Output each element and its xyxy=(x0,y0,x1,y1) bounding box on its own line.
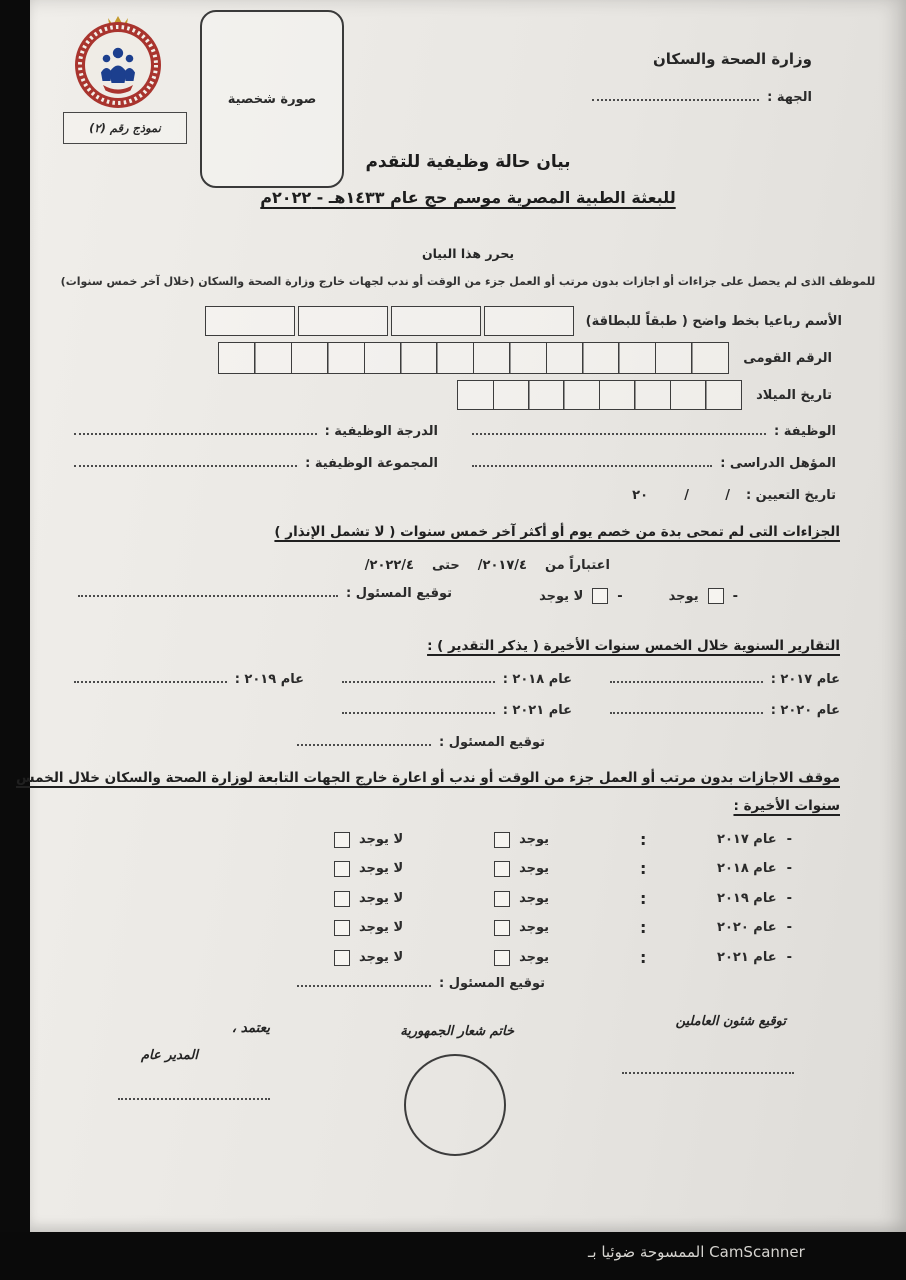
name-part-box xyxy=(298,306,388,336)
penalties-not-exists-option xyxy=(539,588,623,604)
not-exists-checkbox xyxy=(592,588,608,604)
birth-digit-cell xyxy=(528,380,565,410)
report-year-field xyxy=(602,703,840,718)
birth-digit-cell xyxy=(457,380,494,410)
signature-label: توقيع المسئول : xyxy=(439,976,545,991)
colon: : xyxy=(640,859,647,878)
penalties-exists-option xyxy=(669,588,738,604)
id-digit-cell xyxy=(473,342,511,374)
not-exists-label: لا يوجد xyxy=(359,832,404,847)
exists-option xyxy=(494,861,549,877)
leaves-heading-text2: سنوات الأخيرة : xyxy=(733,798,840,814)
dotted-line xyxy=(74,679,227,683)
exists-checkbox xyxy=(708,588,724,604)
exists-option xyxy=(494,891,549,907)
leave-year-row xyxy=(334,948,792,967)
not-exists-label: لا يوجد xyxy=(359,891,404,906)
republic-emblem-stamp-circle xyxy=(404,1054,506,1156)
dotted-line xyxy=(610,679,763,683)
report-year-field xyxy=(66,672,304,687)
not-exists-checkbox xyxy=(334,920,350,936)
id-digit-cell xyxy=(655,342,693,374)
dotted-line xyxy=(610,710,763,714)
year-cell xyxy=(640,948,792,967)
hire-date-field xyxy=(632,488,836,503)
mission-title xyxy=(30,188,906,207)
exists-label: يوجد xyxy=(519,950,550,965)
mission-title-text: للبعثة الطبية المصرية موسم حج عام ١٤٣٣هـ - ٢٠٢٢م xyxy=(260,188,676,207)
birth-digit-cell xyxy=(670,380,707,410)
dotted-line xyxy=(297,742,431,746)
spacer xyxy=(66,703,304,718)
not-exists-label: لا يوجد xyxy=(359,861,404,876)
from-label: اعتباراً من xyxy=(544,558,610,573)
id-digit-cell xyxy=(327,342,365,374)
ministry-of-health-emblem-icon xyxy=(70,14,166,110)
leave-year-label: عام ٢٠١٧ xyxy=(717,832,777,847)
birth-digit-cell xyxy=(599,380,636,410)
leave-year-label: عام ٢٠١٨ xyxy=(717,861,777,876)
id-digit-cell xyxy=(254,342,292,374)
from-date-value: /٢٠١٧/٤ xyxy=(477,558,527,573)
not-exists-option xyxy=(334,920,403,936)
penalties-options xyxy=(539,588,738,604)
annual-reports-heading xyxy=(427,638,840,654)
signature-label: توقيع المسئول : xyxy=(439,735,545,750)
leave-year-label: عام ٢٠١٩ xyxy=(717,891,777,906)
exists-checkbox xyxy=(494,891,510,907)
report-year-field xyxy=(334,703,572,718)
republic-stamp-label: خاتم شعار الجمهورية xyxy=(400,1024,514,1039)
exists-option xyxy=(494,920,549,936)
exists-checkbox xyxy=(494,920,510,936)
id-digit-cell xyxy=(218,342,256,374)
full-name-label: الأسم رباعيا بخط واضح ( طبقاً للبطاقة) xyxy=(585,313,842,329)
leave-year-label: عام ٢٠٢٠ xyxy=(717,920,777,935)
scanned-form-page xyxy=(15,0,906,1232)
report-year-label: عام ٢٠٢١ : xyxy=(502,703,572,718)
exists-label: يوجد xyxy=(519,920,550,935)
not-exists-checkbox xyxy=(334,891,350,907)
leave-year-row xyxy=(334,918,792,937)
dash: - xyxy=(617,588,623,604)
id-digit-cell xyxy=(400,342,438,374)
dotted-line xyxy=(472,463,712,467)
job-field xyxy=(464,424,836,439)
year-cell xyxy=(640,918,792,937)
name-part-box xyxy=(484,306,574,336)
dash: - xyxy=(786,950,792,965)
qualification-group-row xyxy=(66,456,836,471)
dotted-line xyxy=(592,97,759,101)
penalties-heading xyxy=(274,524,840,540)
full-name-field xyxy=(205,306,842,336)
id-digit-cell xyxy=(436,342,474,374)
grade-field xyxy=(66,424,438,439)
dash: - xyxy=(786,861,792,876)
colon: : xyxy=(640,889,647,908)
report-year-field xyxy=(334,672,572,687)
qualification-field xyxy=(464,456,836,471)
not-exists-option xyxy=(334,861,403,877)
year-cell xyxy=(640,830,792,849)
not-exists-option xyxy=(334,891,403,907)
ministry-logo xyxy=(70,14,166,110)
dotted-line xyxy=(74,463,297,467)
reports-signature-field xyxy=(289,735,545,750)
report-year-label: عام ٢٠١٨ : xyxy=(502,672,572,687)
camscanner-watermark: الممسوحة ضوئيا بـ CamScanner xyxy=(588,1243,805,1261)
penalties-period xyxy=(365,558,610,573)
name-part-box xyxy=(391,306,481,336)
leaves-heading-line2 xyxy=(733,798,840,814)
hire-date-label: تاريخ التعيين : xyxy=(745,488,836,503)
form-number-label: نموذج رقم (٢) xyxy=(89,121,161,135)
exists-label: يوجد xyxy=(519,832,550,847)
dotted-line xyxy=(472,431,766,435)
to-label: حتى xyxy=(431,558,460,573)
scan-bottom-strip xyxy=(0,1232,906,1280)
exists-checkbox xyxy=(494,832,510,848)
name-part-box xyxy=(205,306,295,336)
id-digit-cell xyxy=(546,342,584,374)
id-digit-cell xyxy=(364,342,402,374)
group-label: المجموعة الوظيفية : xyxy=(305,456,438,471)
leaves-heading-line1 xyxy=(16,770,840,786)
not-exists-checkbox xyxy=(334,861,350,877)
colon: : xyxy=(640,830,647,849)
statement-title: بيان حالة وظيفية للتقدم xyxy=(365,152,571,172)
group-field xyxy=(66,456,438,471)
leave-year-row xyxy=(334,859,792,878)
year-cell xyxy=(640,889,792,908)
exists-option xyxy=(494,832,549,848)
dash: - xyxy=(732,588,738,604)
report-year-label: عام ٢٠١٧ : xyxy=(770,672,840,687)
dash: - xyxy=(786,920,792,935)
reports-row-1 xyxy=(66,672,840,687)
report-year-label: عام ٢٠١٩ : xyxy=(234,672,304,687)
dotted-line xyxy=(297,983,431,987)
report-year-field xyxy=(602,672,840,687)
signature-label: توقيع المسئول : xyxy=(346,586,452,601)
penalties-heading-text: الجزاءات التى لم تمحى بدة من خصم يوم أو أكثر آخر خمس سنوات ( لا تشمل الإنذار ) xyxy=(274,524,840,540)
birth-date-field xyxy=(459,380,832,410)
birth-date-label: تاريخ الميلاد xyxy=(756,387,832,403)
not-exists-option xyxy=(334,832,403,848)
hire-date-value: / / ٢٠ xyxy=(632,488,730,503)
leaves-signature-field xyxy=(289,976,545,991)
reports-row-2 xyxy=(66,703,840,718)
birth-digit-cell xyxy=(705,380,742,410)
birth-date-boxes xyxy=(459,380,742,410)
id-digit-cell xyxy=(291,342,329,374)
exists-label: يوجد xyxy=(668,588,699,604)
id-digit-cell xyxy=(691,342,729,374)
not-exists-label: لا يوجد xyxy=(539,588,584,604)
exists-option xyxy=(494,950,549,966)
staff-affairs-signature-label: توقيع شئون العاملين xyxy=(675,1014,786,1029)
entity-label: الجهة : xyxy=(767,90,812,105)
exists-checkbox xyxy=(494,861,510,877)
national-id-boxes xyxy=(220,342,730,374)
ministry-name: وزارة الصحة والسكان xyxy=(652,50,812,68)
year-cell xyxy=(640,859,792,878)
dash: - xyxy=(786,832,792,847)
general-director-label: المدير عام xyxy=(141,1048,198,1063)
photo-label: صورة شخصية xyxy=(227,91,317,107)
dotted-line xyxy=(78,593,338,597)
annual-reports-heading-text: التقارير السنوية خلال الخمس سنوات الأخيرة ( يذكر التقدير ) : xyxy=(427,638,840,654)
not-exists-checkbox xyxy=(334,832,350,848)
national-id-field xyxy=(220,342,832,374)
exists-label: يوجد xyxy=(519,861,550,876)
report-year-label: عام ٢٠٢٠ : xyxy=(770,703,840,718)
issued-line: يحرر هذا البيان xyxy=(421,246,515,261)
exists-label: يوجد xyxy=(519,891,550,906)
penalties-signature-field xyxy=(70,586,452,601)
not-exists-label: لا يوجد xyxy=(359,920,404,935)
not-exists-label: لا يوجد xyxy=(359,950,404,965)
dash: - xyxy=(786,891,792,906)
not-exists-option xyxy=(334,950,403,966)
dotted-line xyxy=(342,710,495,714)
leave-year-label: عام ٢٠٢١ xyxy=(717,950,777,965)
leaves-heading-text1: موقف الاجازات بدون مرتب أو العمل جزء من الوقت أو ندب أو اعارة خارج الجهات التابعة لوزارة الصحة والسكان خلال الخمس xyxy=(15,770,840,786)
colon: : xyxy=(640,948,647,967)
director-signature-line xyxy=(118,1096,270,1100)
form-number-box xyxy=(63,112,187,144)
approved-label: يعتمد ، xyxy=(231,1020,270,1036)
grade-label: الدرجة الوظيفية : xyxy=(324,424,438,439)
full-name-boxes xyxy=(205,306,574,336)
job-label: الوظيفة : xyxy=(773,424,836,439)
dotted-line xyxy=(74,431,317,435)
birth-digit-cell xyxy=(563,380,600,410)
dotted-line xyxy=(342,679,495,683)
colon: : xyxy=(640,918,647,937)
staff-signature-line xyxy=(622,1070,794,1074)
qualification-label: المؤهل الدراسى : xyxy=(720,456,836,471)
birth-digit-cell xyxy=(493,380,530,410)
id-digit-cell xyxy=(582,342,620,374)
to-date-value: /٢٠٢٢/٤ xyxy=(364,558,414,573)
exists-checkbox xyxy=(494,950,510,966)
entity-field xyxy=(584,90,812,105)
leave-year-row xyxy=(334,830,792,849)
eligibility-note: للموظف الذى لم يحصل على جزاءات أو اجازات بدون مرتب أو العمل جزء من الوقت أو ندب لجهات خارج وزارة الصحة والسكان (خلال آخر خمس سنوات) xyxy=(60,275,876,288)
national-id-label: الرقم القومى xyxy=(743,350,832,366)
id-digit-cell xyxy=(618,342,656,374)
id-digit-cell xyxy=(509,342,547,374)
not-exists-checkbox xyxy=(334,950,350,966)
job-grade-row xyxy=(66,424,836,439)
birth-digit-cell xyxy=(634,380,671,410)
leave-year-row xyxy=(334,889,792,908)
